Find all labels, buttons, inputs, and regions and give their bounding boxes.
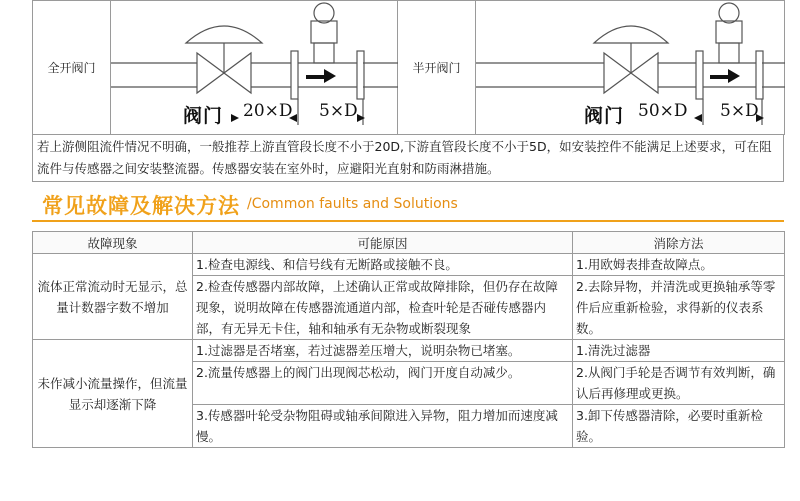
cause-cell: 2.流量传感器上的阀门出现阀芯松动，阀门开度自动减少。 bbox=[193, 362, 573, 405]
faults-table bbox=[32, 231, 785, 448]
fix-cell: 2.从阀门手轮是否调节有效判断，确认后再修理或更换。 bbox=[573, 362, 785, 405]
table-row bbox=[33, 254, 785, 276]
half-open-diagram bbox=[476, 1, 785, 135]
full-open-diagram bbox=[111, 1, 398, 135]
fix-cell: 2.去除异物，并清洗或更换轴承等零件后应重新检验，求得新的仪表系数。 bbox=[573, 276, 785, 340]
half-open-upstream-dim: 50×D bbox=[638, 101, 688, 121]
header-cause: 可能原因 bbox=[193, 232, 573, 254]
installation-diagram-table bbox=[32, 0, 785, 135]
symptom-cell: 未作减小流量操作，但流量显示却逐渐下降 bbox=[33, 340, 193, 448]
section-divider bbox=[32, 220, 784, 222]
full-open-valve-text: 阀门 bbox=[183, 105, 224, 127]
cause-cell: 3.传感器叶轮受杂物阻碍或轴承间隙进入异物，阻力增加而速度减慢。 bbox=[193, 405, 573, 448]
fix-cell: 1.清洗过滤器 bbox=[573, 340, 785, 362]
section-title-cn: 常见故障及解决方法 bbox=[42, 194, 240, 218]
fix-cell: 1.用欧姆表排查故障点。 bbox=[573, 254, 785, 276]
half-open-downstream-dim: 5×D bbox=[720, 101, 759, 121]
half-open-valve-text: 阀门 bbox=[584, 105, 625, 127]
table-header-row bbox=[33, 232, 785, 254]
section-heading bbox=[32, 190, 784, 226]
header-fix: 消除方法 bbox=[573, 232, 785, 254]
table-row bbox=[33, 340, 785, 362]
half-open-label: 半开阀门 bbox=[398, 1, 476, 135]
section-title-en: /Common faults and Solutions bbox=[247, 196, 458, 212]
full-open-label: 全开阀门 bbox=[33, 1, 111, 135]
installation-note: 若上游侧阻流件情况不明确，一般推荐上游直管段长度不小于20D,下游直管段长度不小于5D，如安装控件不能满足上述要求，可在阻流件与传感器之间安装整流器。传感器安装在室外时，应避阳光直射和防雨淋措施。 bbox=[32, 134, 784, 182]
symptom-cell: 流体正常流动时无显示，总量计数器字数不增加 bbox=[33, 254, 193, 340]
cause-cell: 1.过滤器是否堵塞，若过滤器差压增大，说明杂物已堵塞。 bbox=[193, 340, 573, 362]
cause-cell: 2.检查传感器内部故障，上述确认正常或故障排除，但仍存在故障现象，说明故障在传感器流通道内部，检查叶轮是否碰传感器内部，有无异无卡住，轴和轴承有无杂物或断裂现象 bbox=[193, 276, 573, 340]
fix-cell: 3.卸下传感器清除，必要时重新检验。 bbox=[573, 405, 785, 448]
cause-cell: 1.检查电源线、和信号线有无断路或接触不良。 bbox=[193, 254, 573, 276]
full-open-downstream-dim: 5×D bbox=[319, 101, 358, 121]
full-open-upstream-dim: 20×D bbox=[243, 101, 293, 121]
header-symptom: 故障现象 bbox=[33, 232, 193, 254]
